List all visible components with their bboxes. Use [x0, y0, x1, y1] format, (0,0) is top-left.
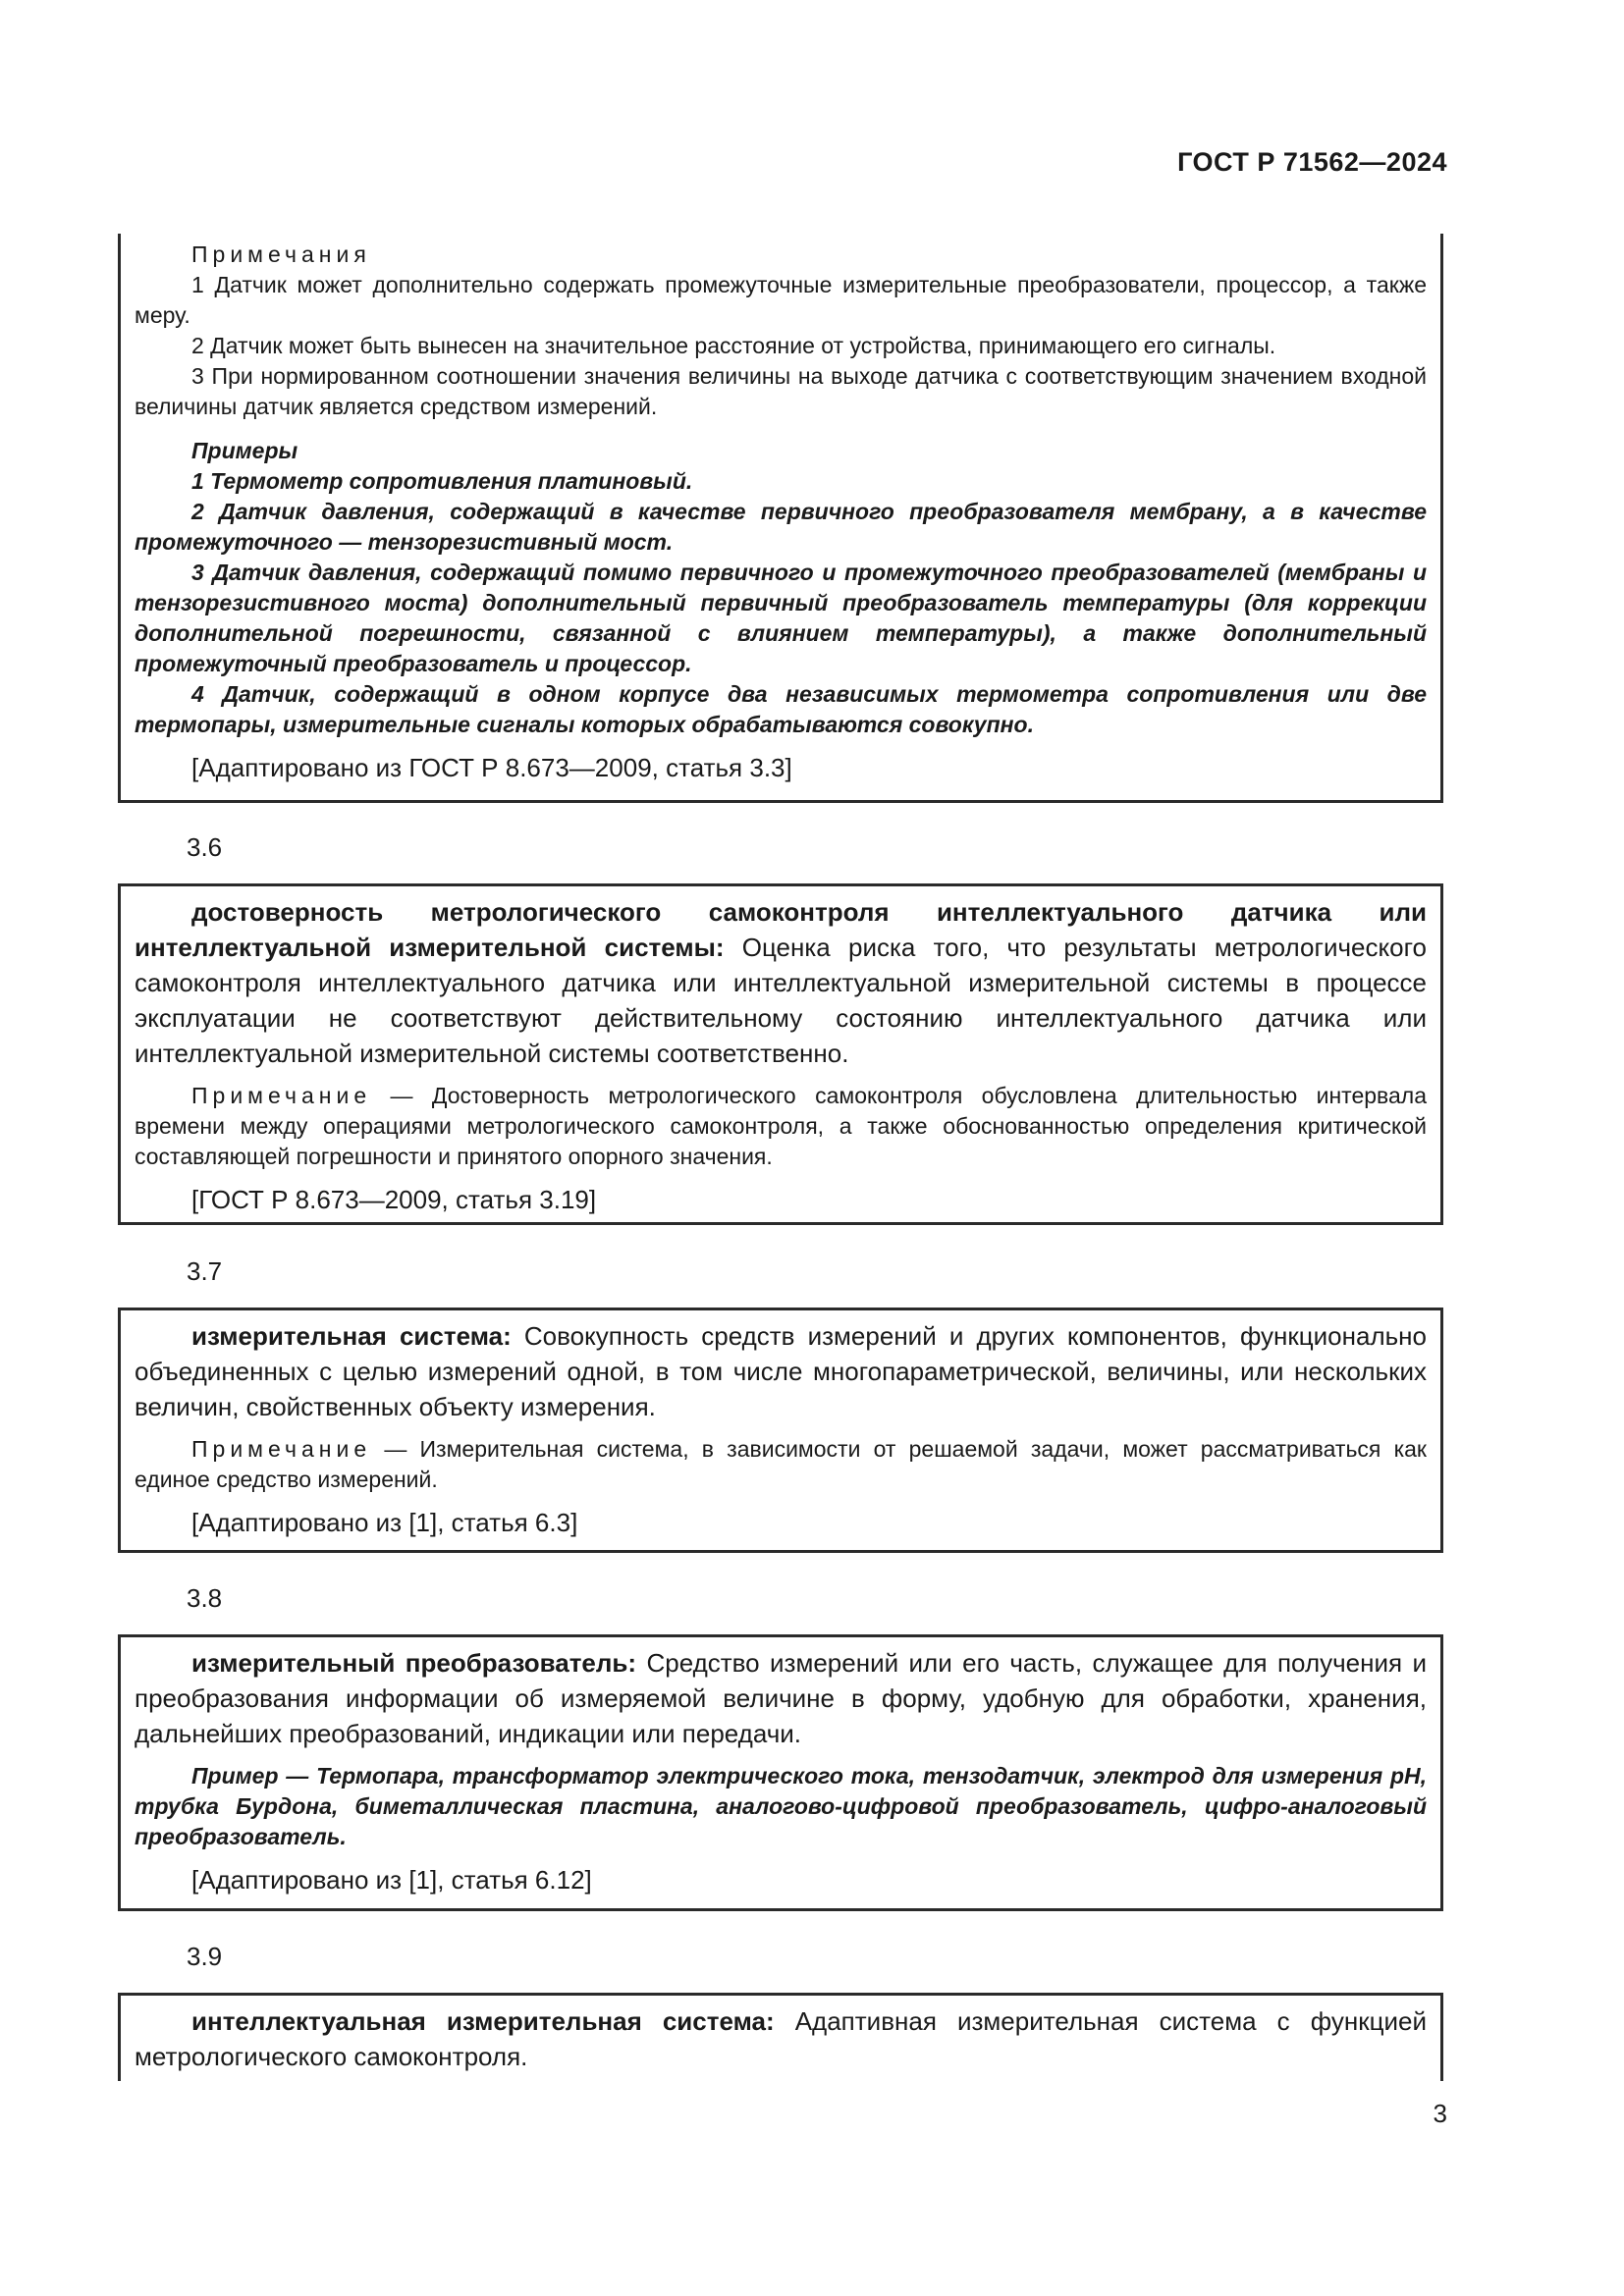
example-item: 2 Датчик давления, содержащий в качестве первичного преобразователя мембрану, а в качестве промежуточного — тензорезистивный мост. — [135, 499, 1427, 555]
term-definition — [135, 894, 1427, 1071]
term-name: измерительный преобразователь: — [191, 1648, 637, 1678]
term-box-3-8 — [118, 1634, 1443, 1911]
term-example: Пример — Термопара, трансформатор электрического тока, тензодатчик, электрод для измерения pH, трубка Бурдона, биметаллическая пластина, аналогово-цифровой преобразователь, цифро-аналоговый преобразователь. — [135, 1763, 1427, 1849]
page-number: 3 — [1433, 2099, 1447, 2128]
definition-text: Адаптивная измерительная система с функцией метрологического самоконтроля. — [135, 2006, 1427, 2071]
term-name: измерительная система: — [191, 1321, 512, 1351]
note-item: 1 Датчик может дополнительно содержать промежуточные измерительные преобразователи, процессор, а также меру. — [135, 272, 1427, 328]
section-number: 3.7 — [187, 1256, 223, 1286]
section-number: 3.8 — [187, 1583, 223, 1613]
term-box-continued — [118, 234, 1443, 803]
definition-text: Оценка риска того, что результаты метрологического самоконтроля интеллектуального датчика или интеллектуальной измерительной системы в процессе эксплуатации не соответствуют действительному состоянию интеллектуального датчика или интеллектуальной измерительной системы соответственно. — [135, 933, 1427, 1068]
examples-title: Примеры — [191, 438, 298, 463]
example-item: 3 Датчик давления, содержащий помимо первичного и промежуточного преобразователей (мембраны и тензорезистивного моста) дополнительный первичный преобразователь температуры (для коррекции дополнительной погрешности, связанной с влиянием температуры), а также дополнительный промежуточный преобразователь и процессор. — [135, 560, 1427, 676]
term-note — [135, 1434, 1427, 1495]
term-box-3-9 — [118, 1993, 1443, 2081]
term-definition — [135, 1318, 1427, 1424]
example-item: 4 Датчик, содержащий в одном корпусе два независимых термометра сопротивления или две термопары, измерительные сигналы которых обрабатываются совокупно. — [135, 681, 1427, 737]
term-definition — [135, 2003, 1427, 2074]
document-header: ГОСТ Р 71562—2024 — [1177, 147, 1447, 177]
note-text: — Измерительная система, в зависимости от решаемой задачи, может рассматриваться как единое средство измерений. — [135, 1436, 1427, 1492]
source-reference: [Адаптировано из ГОСТ Р 8.673—2009, статья 3.3] — [191, 753, 792, 782]
note-label: Примечание — [191, 1436, 372, 1462]
source-reference: [ГОСТ Р 8.673—2009, статья 3.19] — [191, 1185, 597, 1214]
source-reference: [Адаптировано из [1], статья 6.3] — [191, 1508, 578, 1537]
term-box-3-6 — [118, 883, 1443, 1225]
note-item: 2 Датчик может быть вынесен на значительное расстояние от устройства, принимающего его сигналы. — [191, 333, 1276, 358]
term-box-3-7 — [118, 1308, 1443, 1553]
definition-text: Совокупность средств измерений и других компонентов, функционально объединенных с целью измерений одной, в том числе многопараметрической, величины, или нескольких величин, свойственных объекту измерения. — [135, 1321, 1427, 1421]
source-reference: [Адаптировано из [1], статья 6.12] — [191, 1865, 592, 1895]
note-label: Примечание — [191, 1083, 372, 1108]
term-note — [135, 1081, 1427, 1172]
section-number: 3.9 — [187, 1942, 223, 1971]
notes-title: Примечания — [191, 241, 371, 267]
example-item: 1 Термометр сопротивления платиновый. — [191, 468, 693, 494]
note-text: — Достоверность метрологического самоконтроля обусловлена длительностью интервала времени между операциями метрологического самоконтроля, а также обоснованностью определения критической составляющей погрешности и принятого опорного значения. — [135, 1083, 1427, 1169]
definition-text: Средство измерений или его часть, служащее для получения и преобразования информации об измеряемой величине в форму, удобную для обработки, хранения, дальнейших преобразований, индикации или передачи. — [135, 1648, 1428, 1748]
note-item: 3 При нормированном соотношении значения величины на выходе датчика с соответствующим значением входной величины датчик является средством измерений. — [135, 363, 1427, 419]
term-name: достоверность метрологического самоконтроля интеллектуального датчика или интеллектуальной измерительной системы: — [135, 897, 1427, 962]
term-definition — [135, 1645, 1427, 1751]
section-number: 3.6 — [187, 832, 223, 862]
term-name: интеллектуальная измерительная система: — [191, 2006, 775, 2036]
